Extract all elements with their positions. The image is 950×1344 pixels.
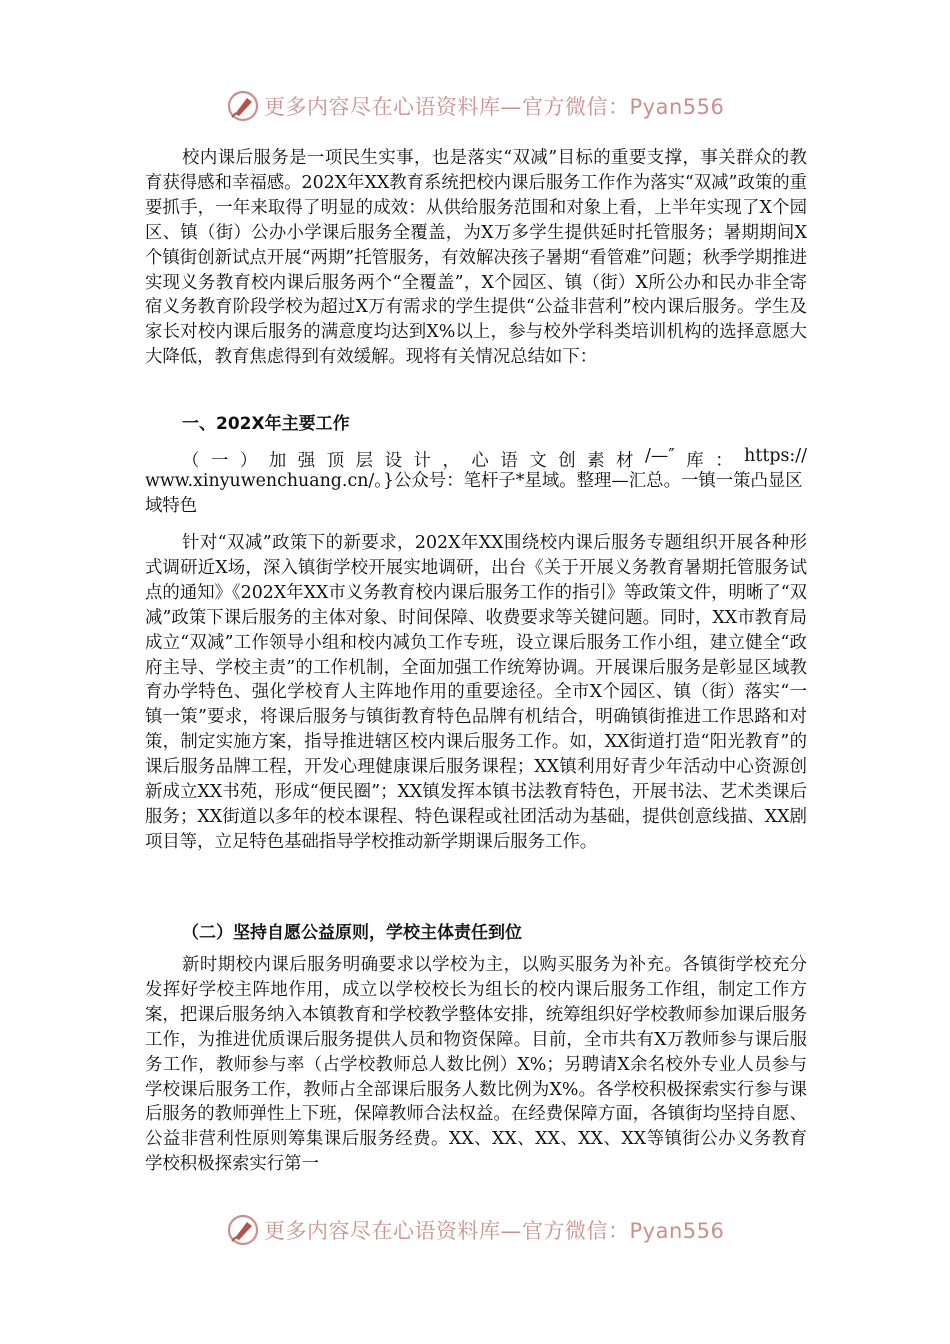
subheading-1-first-line [182, 446, 807, 471]
paragraph-3: 新时期校内课后服务明确要求以学校为主，以购买服务为补充。各镇街学校充分发挥好学校主阵地作用，成立以学校校长为组长的校内课后服务工作组，制定工作方案，把课后服务纳入本镇教育和学校教学整体安排，统筹组织好学校教师参加课后服务工作，为推进优质课后服务提供人员和物资保障。目前，全市共有X万教师参与课后服务工作，教师参与率（占学校教师总人数比例）X%；另聘请X余名校外专业人员参与学校课后服务工作，教师占全部课后服务人数比例为X%。各学校积极探索实行参与课后服务的教师弹性上下班，保障教师合法权益。在经费保障方面，各镇街均坚持自愿、公益非营利性原则筹集课后服务经费。XX、XX、XX、XX、XX等镇街公办义务教育学校积极探索实行第一 [145, 955, 807, 1175]
subheading-1-token: 加 [268, 451, 287, 471]
subheading-1-token: 材 [616, 451, 634, 471]
subheading-1-token: 顶 [326, 451, 345, 471]
subheading-1-token: （ [182, 451, 200, 471]
section-heading-1: 一、202X年主要工作 [182, 414, 350, 434]
subheading-1-token: ， [442, 451, 460, 471]
pen-nib-logo-icon [226, 1213, 260, 1247]
section-heading-2: （二）坚持自愿公益原则，学校主体责任到位 [182, 923, 522, 943]
subheading-1-token: 语 [500, 451, 518, 471]
watermark-banner-bottom [226, 1212, 724, 1248]
subheading-1-token: 层 [355, 451, 374, 471]
subheading-1-token: 强 [297, 451, 316, 471]
subheading-1-token: ） [239, 451, 258, 471]
subheading-1-token: /—″ [645, 446, 675, 466]
subheading-1-continuation: www.xinyuwenchuang.cn/。}公众号：笔杆子*星域。整理—汇总。一镇一策凸显区域特色 [145, 471, 803, 516]
subheading-1-token: 文 [529, 451, 547, 471]
watermark-text: 更多内容尽在心语资料库—官方微信：Pyan556 [264, 1219, 725, 1243]
subheading-1-token: 库 [686, 451, 704, 471]
subheading-1-token: 设 [384, 451, 402, 471]
subheading-1-token: 创 [558, 451, 576, 471]
intro-paragraph: 校内课后服务是一项民生实事，也是落实“双减”目标的重要支撑，事关群众的教育获得感和幸福感。202X年XX教育系统把校内课后服务工作作为落实“双减”政策的重要抓手，一年来取得了明显的成效：从供给服务范围和对象上看，上半年实现了X个园区、镇（街）公办小学课后服务全覆盖，为X万多学生提供延时托管服务；暑期期间X个镇街创新试点开展“两期”托管服务，有效解决孩子暑期“看管难”问题；秋季学期推进实现义务教育校内课后服务两个“全覆盖”，X个园区、镇（街）X所公办和民办非全寄宿义务教育阶段学校为超过X万有需求的学生提供“公益非营利”校内课后服务。学生及家长对校内课后服务的满意度均达到X%以上，参与校外学科类培训机构的选择意愿大大降低，教育焦虑得到有效缓解。现将有关情况总结如下： [145, 148, 808, 368]
watermark-banner-top [226, 88, 724, 124]
pen-nib-logo-icon [226, 89, 260, 123]
subheading-1-token: ： [715, 451, 733, 471]
subheading-1-token: 计 [413, 451, 431, 471]
subheading-1-token: https:// [744, 446, 807, 466]
paragraph-2: 针对“双减”政策下的新要求，202X年XX围绕校内课后服务专题组织开展各种形式调研近X场，深入镇街学校开展实地调研，出台《关于开展义务教育暑期托管服务试点的通知》《202X年XX市义务教育校内课后服务工作的指引》等政策文件，明晰了“双减”政策下课后服务的主体对象、时间保障、收费要求等关键问题。同时，XX市教育局成立“双减”工作领导小组和校内减负工作专班，设立课后服务工作小组，建立健全“政府主导、学校主责”的工作机制，全面加强工作统筹协调。开展课后服务是彰显区域教育办学特色、强化学校育人主阵地作用的重要途径。全市X个园区、镇（街）落实“一镇一策”要求，将课后服务与镇街教育特色品牌有机结合，明确镇街推进工作思路和对策，制定实施方案，指导推进辖区校内课后服务工作。如，XX街道打造“阳光教育”的课后服务品牌工程，开发心理健康课后服务课程；XX镇利用好青少年活动中心资源创新成立XX书苑，形成“便民圈”；XX镇发挥本镇书法教育特色，开展书法、艺术类课后服务；XX街道以多年的校本课程、特色课程或社团活动为基础，提供创意线描、XX剧项目等，立足特色基础指导学校推动新学期课后服务工作。 [145, 533, 807, 852]
subheading-1-token: 素 [587, 451, 605, 471]
subheading-1-token: 心 [471, 451, 489, 471]
watermark-text: 更多内容尽在心语资料库—官方微信：Pyan556 [264, 95, 725, 119]
subheading-1-token: 一 [210, 451, 229, 471]
